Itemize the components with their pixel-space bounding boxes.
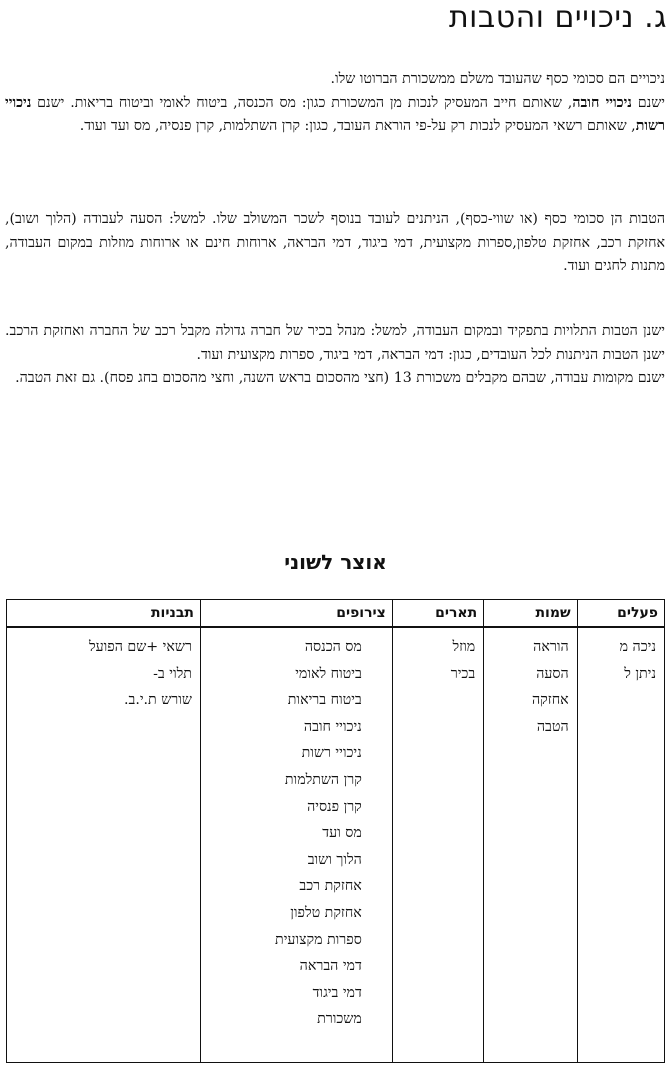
header-adjectives: תארים	[392, 600, 483, 628]
phrase-entry: דמי הבראה	[299, 958, 362, 975]
phrase-entry: משכורת	[317, 1011, 362, 1028]
noun-entry: הסעה	[536, 665, 569, 682]
paragraph-deductions-text-c: , שאותם רשאי המעסיק לנכות רק על-פי הוראת העובד, כגון: קרן השתלמות, קרן פנסיה, מס ועד ועוד.	[79, 118, 636, 135]
phrase-entry: מס הכנסה	[304, 639, 362, 655]
phrase-entry: מס ועד	[322, 825, 362, 842]
cell-nouns	[484, 627, 577, 1063]
header-nouns: שמות	[484, 600, 577, 628]
paragraph-deductions	[5, 68, 665, 139]
header-verbs: פעלים	[577, 600, 664, 628]
verb-entry: ניתן ל	[624, 665, 656, 682]
phrase-entry: אחזקת רכב	[299, 878, 362, 895]
cell-patterns	[7, 627, 201, 1063]
paragraph-benefits-13th-salary: ישנם מקומות עבודה, שבהם מקבלים משכורת 13 (חצי מהסכום בראש השנה, וחצי מהסכום בחג פסח). גם זאת הטבה.	[15, 370, 665, 387]
vocabulary-body-row	[7, 627, 665, 1063]
cell-verbs	[577, 627, 664, 1063]
phrase-entry: ספרות מקצועית	[275, 931, 362, 948]
phrase-entry: קרן השתלמות	[284, 771, 362, 788]
paragraph-deductions-text-a: ישנם	[631, 94, 665, 111]
phrase-entry: אחזקת טלפון	[290, 904, 362, 921]
pattern-entry: תלוי ב-	[153, 665, 192, 682]
phrase-entry: ביטוח לאומי	[295, 665, 362, 682]
cell-adjectives	[392, 627, 483, 1063]
vocabulary-table	[6, 599, 665, 1063]
phrase-entry: ניכויי רשות	[301, 745, 362, 762]
cell-phrases	[200, 627, 392, 1063]
phrase-entry: ביטוח בריאות	[287, 692, 362, 709]
pattern-entry: רשאי +שם הפועל	[88, 639, 192, 655]
verb-entry: ניכה מ	[619, 639, 656, 655]
header-phrases: צירופים	[200, 600, 392, 628]
pattern-entry: שורש ת.י.ב.	[123, 692, 192, 709]
vocabulary-header-row	[7, 600, 665, 628]
paragraph-deductions-intro: ניכויים הם סכומי כסף שהעובד משלם ממשכורת הברוטו שלו.	[330, 71, 665, 87]
noun-entry: אחזקה	[531, 692, 569, 709]
phrase-entry: ניכויי חובה	[303, 718, 362, 735]
noun-entry: הוראה	[533, 639, 569, 655]
noun-entry: הטבה	[536, 718, 569, 735]
phrase-entry: הלוך ושוב	[307, 851, 362, 868]
term-mandatory-deductions: ניכויי חובה	[572, 94, 632, 111]
term-optional-deductions: ניכויי רשות	[5, 94, 665, 135]
paragraph-deductions-text-b: , שאותם חייב המעסיק לנכות מן המשכורת כגון: מס הכנסה, ביטוח לאומי וביטוח בריאות. ישנם	[31, 94, 573, 111]
paragraph-benefits-types	[5, 320, 665, 391]
paragraph-benefits: הטבות הן סכומי כסף (או שווי-כסף), הניתנים לעובד בנוסף לשכר המשולב שלו. למשל: הסעה לעבודה (הלוך ושוב), אחזקת רכב, אחזקת טלפון,ספרות מקצועית, דמי ביגוד, דמי הבראה, ארוחות חינם או ארוחות מוזלות במקום העבודה, מתנות לחגים ועוד.	[5, 211, 665, 275]
vocabulary-title: אוצר לשוני	[284, 550, 387, 574]
adjective-entry: מוזל	[452, 639, 476, 655]
phrase-entry: קרן פנסיה	[307, 798, 362, 815]
adjective-entry: בכיר	[450, 665, 476, 682]
section-title: ג. ניכויים והטבות	[448, 0, 667, 35]
phrase-entry: דמי ביגוד	[312, 984, 362, 1001]
header-patterns: תבניות	[7, 600, 201, 628]
paragraph-benefits-role: ישנן הטבות התלויות בתפקיד ובמקום העבודה, למשל: מנהל בכיר של חברה גדולה מקבל רכב של החברה ואחזקת הרכב. ישנן הטבות הניתנות לכל העובדים, כגון: דמי הבראה, דמי ביגוד, ספרות מקצועית ועוד.	[5, 323, 665, 363]
